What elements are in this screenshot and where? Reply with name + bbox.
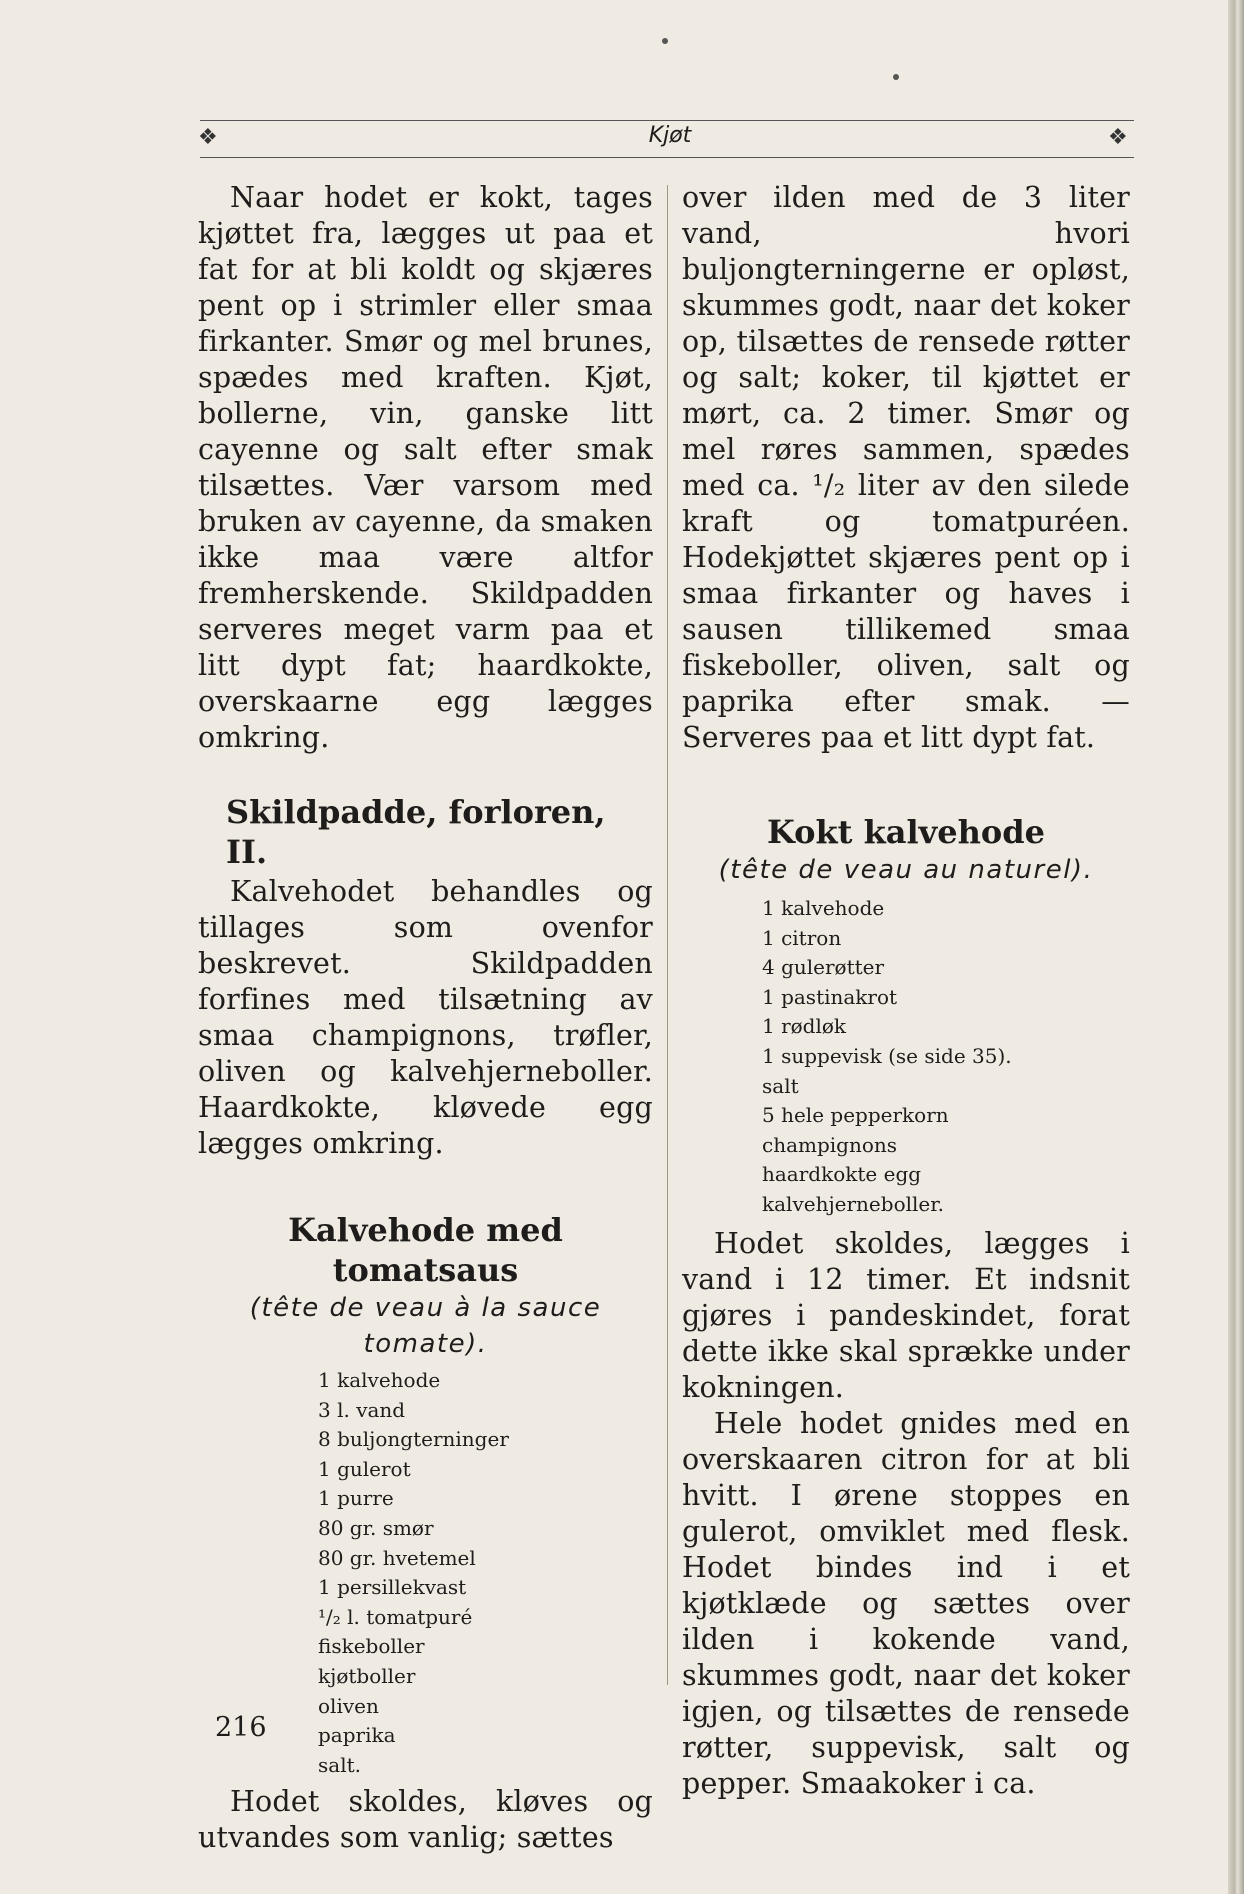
ornament-right-icon: ❖ [1108, 125, 1128, 150]
header-rule [200, 157, 1134, 158]
recipe-title: Kalvehode med tomatsaus [288, 1211, 563, 1289]
recipe-subtitle: (tête de veau au naturel). [718, 855, 1094, 885]
recipe-paragraph-continued: over ilden med de 3 liter vand, hvori buljongterningerne er opløst, skummes godt, naar det koker op, tilsættes de rensede røtter og salt; koker, til kjøttet er mørt, ca. 2 timer. Smør og mel røres sammen, spædes med ca. ¹/₂ liter av den silede kraft og tomatpuréen. Hodekjøttet skjæres pent op i smaa firkanter og haves i sausen tillikemed smaa fiskeboller, oliven, salt og paprika efter smak. — Serveres paa et litt dypt fat. [682, 181, 1130, 754]
ingredient-item: 1 gulerot [318, 1456, 411, 1481]
recipe-subtitle: (tête de veau à la sauce tomate). [249, 1293, 602, 1359]
ingredient-item: 1 pastinakrot [762, 984, 898, 1009]
recipe-paragraph: Hodet skoldes, kløves og utvandes som vanlig; sættes [198, 1785, 653, 1855]
ingredient-item: haardkokte egg [762, 1162, 922, 1187]
header-rule [200, 120, 1134, 121]
recipe-paragraph: Kalvehodet behandles og tillages som ovenfor beskrevet. Skildpadden forfines med tilsætning av smaa champignons, trøfler, oliven og kalvehjerneboller. Haardkokte, kløvede egg lægges omkring. [198, 875, 653, 1160]
ink-speck [893, 74, 899, 80]
ingredient-item: 1 rødløk [762, 1014, 847, 1039]
ingredient-item: salt. [318, 1752, 361, 1777]
ingredient-item: 8 buljongterninger [318, 1427, 509, 1452]
ingredient-item: kjøtboller [318, 1663, 416, 1688]
ink-speck [662, 38, 668, 44]
ingredient-item: 1 suppevisk (se side 35). [762, 1043, 1012, 1068]
ingredient-item: 1 purre [318, 1486, 394, 1511]
ingredient-item: 5 hele pepperkorn [762, 1103, 949, 1128]
ingredient-item: salt [762, 1073, 799, 1098]
ingredient-item: 4 gulerøtter [762, 955, 885, 980]
column-divider [667, 185, 668, 1685]
ingredient-item: fiskeboller [318, 1634, 425, 1659]
left-column [198, 180, 653, 1856]
ingredient-item: 80 gr. smør [318, 1515, 434, 1540]
ingredient-item: champignons [762, 1132, 898, 1157]
ingredient-item: paprika [318, 1723, 396, 1748]
ingredient-item: 1 kalvehode [762, 896, 885, 920]
ingredient-list [762, 894, 1130, 1220]
intro-paragraph: Naar hodet er kokt, tages kjøttet fra, lægges ut paa et fat for at bli koldt og skjæres pent op i strimler eller smaa firkanter. Smør og mel brunes, spædes med kraften. Kjøt, bollerne, vin, ganske litt cayenne og salt efter smak tilsættes. Vær varsom med bruken av cayenne, da smaken ikke maa være altfor fremherskende. Skildpadden serveres meget varm paa et litt dypt fat; haardkokte, overskaarne egg lægges omkring. [198, 181, 653, 754]
recipe-title: Skildpadde, forloren, II. [226, 793, 606, 871]
ingredient-item: 1 persillekvast [318, 1575, 467, 1600]
page-number: 216 [215, 1712, 267, 1743]
ingredient-item: kalvehjerneboller. [762, 1191, 944, 1216]
ingredient-item: 1 kalvehode [318, 1368, 441, 1392]
ingredient-item: 80 gr. hvetemel [318, 1545, 476, 1570]
ingredient-item: 1 citron [762, 925, 842, 950]
ingredient-item: oliven [318, 1693, 379, 1718]
recipe-paragraph: Hodet skoldes, lægges i vand i 12 timer. Et indsnit gjøres i pandeskindet, forat dette ikke skal sprække under kokningen. [682, 1226, 1130, 1404]
right-column [682, 180, 1130, 1802]
ingredient-list [318, 1366, 653, 1780]
ingredient-item: 3 l. vand [318, 1397, 406, 1422]
ingredient-item: ¹/₂ l. tomatpuré [318, 1604, 473, 1629]
ornament-left-icon: ❖ [198, 125, 218, 150]
recipe-title: Kokt kalvehode [767, 813, 1045, 851]
recipe-paragraph: Hele hodet gnides med en overskaaren citron for at bli hvitt. I ørene stoppes en gulerot, omviklet med flesk. Hodet bindes ind i et kjøtklæde og sættes over ilden i kokende vand, skummes godt, naar det koker igjen, og tilsættes de rensede røtter, suppevisk, salt og pepper. Smaakoker i ca. [682, 1406, 1130, 1800]
running-head: Kjøt [648, 123, 692, 148]
page-edge [1228, 0, 1244, 1894]
